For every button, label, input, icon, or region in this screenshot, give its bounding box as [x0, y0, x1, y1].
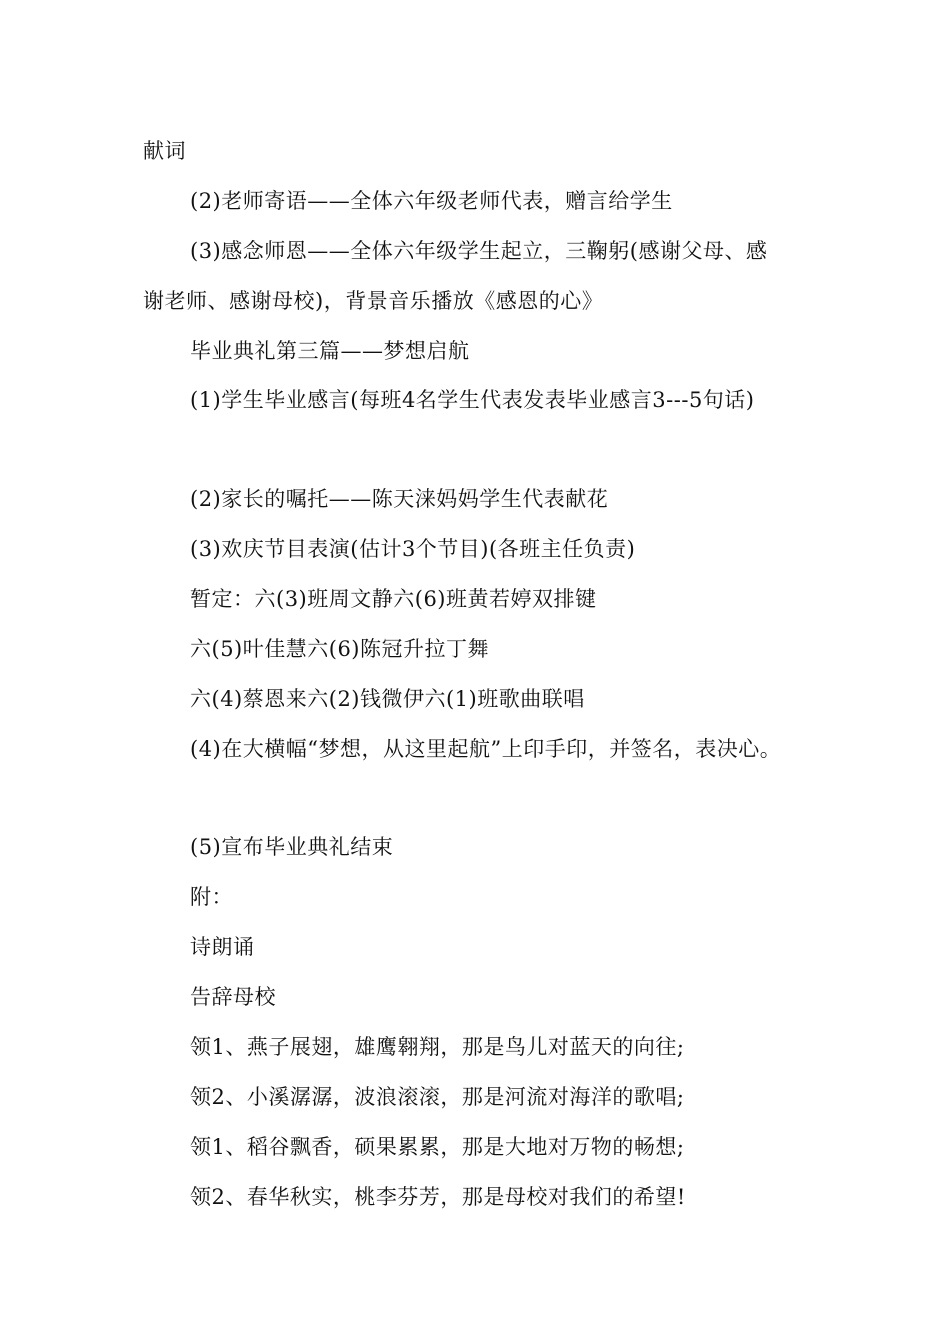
text-line: 谢老师、感谢母校)，背景音乐播放《感恩的心》	[143, 289, 604, 313]
text-line: (3)欢庆节目表演(估计3个节目)(各班主任负责)	[190, 537, 636, 561]
poem-label: 诗朗诵	[190, 935, 255, 959]
text-line: (5)宣布毕业典礼结束	[190, 835, 394, 859]
text-line: 暂定：六(3)班周文静六(6)班黄若婷双排键	[190, 587, 597, 611]
poem-line: 领1、燕子展翅，雄鹰翱翔，那是鸟儿对蓝天的向往;	[190, 1035, 685, 1059]
text-line: (3)感念师恩——全体六年级学生起立，三鞠躬(感谢父母、感	[190, 239, 768, 263]
poem-title: 告辞母校	[190, 985, 276, 1009]
text-line: (2)家长的嘱托——陈天涞妈妈学生代表献花	[190, 487, 609, 511]
text-line: 附：	[190, 885, 233, 909]
poem-line: 领2、小溪潺潺，波浪滚滚，那是河流对海洋的歌唱;	[190, 1085, 685, 1109]
text-line: 献词	[143, 139, 186, 163]
text-line: (2)老师寄语——全体六年级老师代表，赠言给学生	[190, 189, 673, 213]
poem-line: 领1、稻谷飘香，硕果累累，那是大地对万物的畅想;	[190, 1135, 685, 1159]
text-line: 六(4)蔡恩来六(2)钱微伊六(1)班歌曲联唱	[190, 687, 585, 711]
text-line: (4)在大横幅“梦想，从这里起航”上印手印，并签名，表决心。	[190, 737, 782, 761]
section-heading: 毕业典礼第三篇——梦想启航	[190, 339, 470, 363]
text-line: 六(5)叶佳慧六(6)陈冠升拉丁舞	[190, 637, 489, 661]
poem-line: 领2、春华秋实，桃李芬芳，那是母校对我们的希望!	[190, 1185, 686, 1209]
text-line: (1)学生毕业感言(每班4名学生代表发表毕业感言3---5句话)	[190, 388, 755, 412]
